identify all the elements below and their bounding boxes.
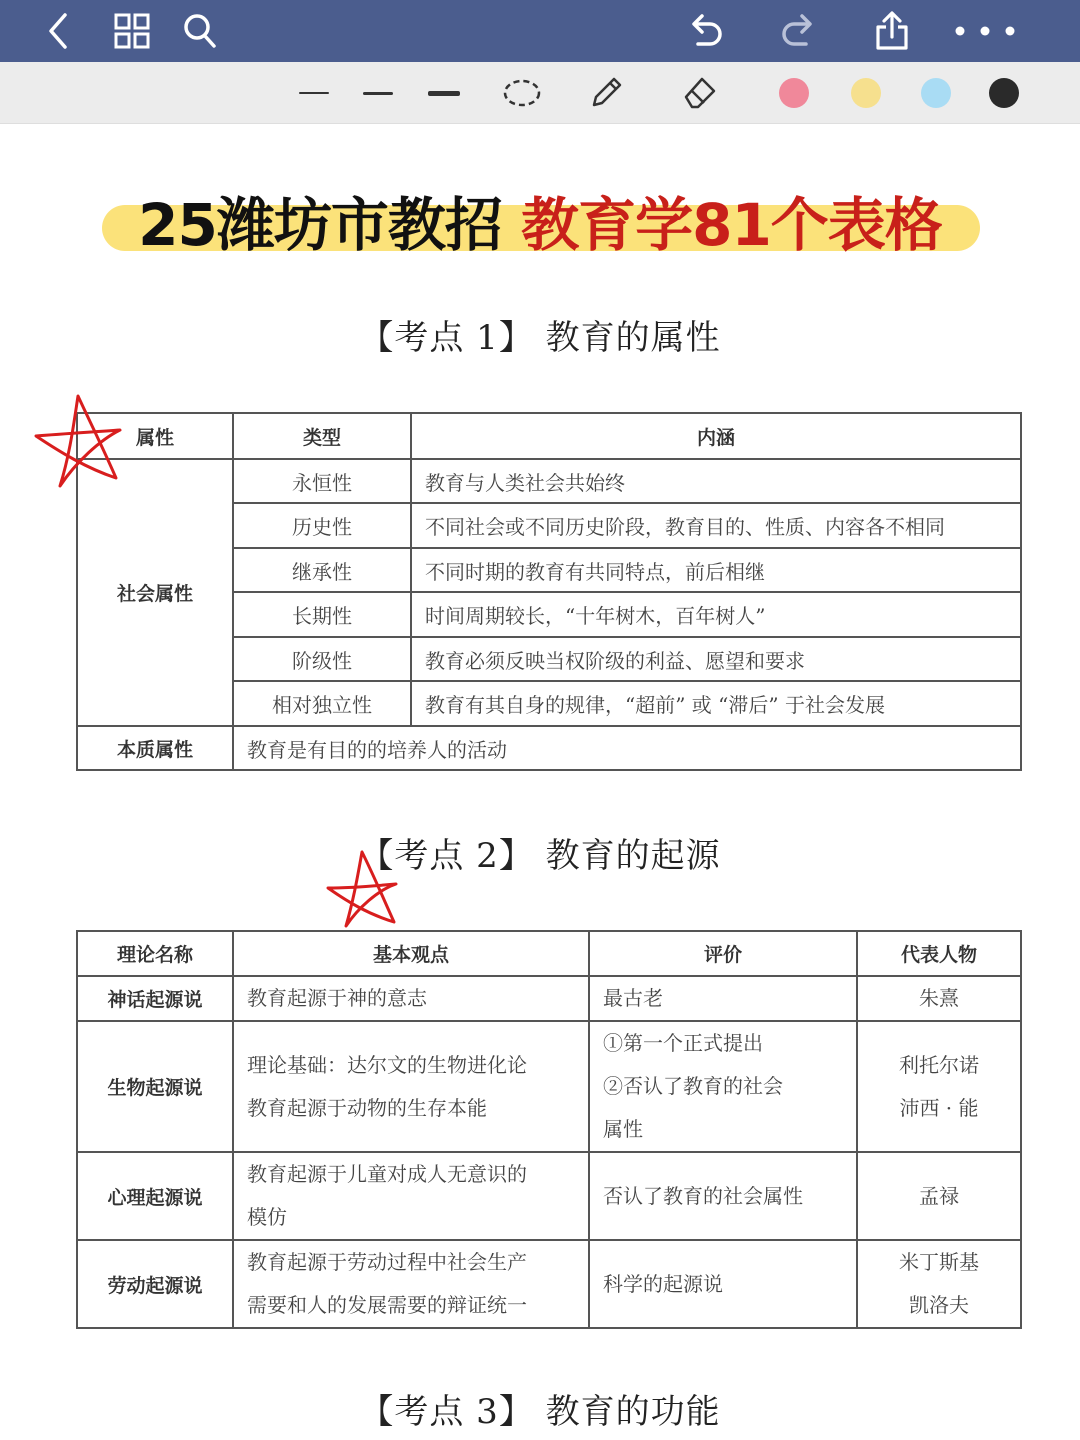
lasso-icon (502, 78, 542, 108)
share-icon (874, 11, 910, 51)
basic-view-cell: 教育起源于神的意志 (233, 976, 589, 1021)
essence-value-cell: 教育是有目的的培养人的活动 (233, 726, 1021, 770)
header-theory-name: 理论名称 (77, 931, 233, 976)
color-blue-swatch (921, 78, 951, 108)
star-annotation-icon (30, 392, 126, 492)
meaning-cell: 时间周期较长，“十年树木，百年树人” (411, 592, 1021, 637)
color-yellow-swatch (851, 78, 881, 108)
representatives-cell: 米丁斯基 凯洛夫 (857, 1240, 1021, 1328)
header-attribute: 属性 (77, 413, 233, 459)
meaning-cell: 教育与人类社会共始终 (411, 459, 1021, 503)
evaluation-cell: 科学的起源说 (589, 1240, 857, 1328)
undo-icon (686, 12, 726, 50)
color-black-swatch (989, 78, 1019, 108)
table-row (77, 1152, 1021, 1240)
table-row (77, 1021, 1021, 1152)
basic-view-cell: 教育起源于劳动过程中社会生产 需要和人的发展需要的辩证统一 (233, 1240, 589, 1328)
representatives-cell: 朱熹 (857, 976, 1021, 1021)
pen-thick-button[interactable] (422, 62, 466, 124)
color-black-button[interactable] (984, 62, 1024, 124)
table-row (77, 976, 1021, 1021)
drawing-toolbar (0, 62, 1080, 124)
title-black-part: 25潍坊市教招 (138, 191, 502, 259)
representatives-cell: 孟禄 (857, 1152, 1021, 1240)
color-pink-button[interactable] (774, 62, 814, 124)
top-nav-bar (0, 0, 1080, 62)
redo-button[interactable] (774, 0, 822, 62)
section3-heading: 【考点 3】 教育的功能 (359, 1392, 721, 1432)
type-cell: 永恒性 (233, 459, 411, 503)
eraser-button[interactable] (678, 62, 722, 124)
basic-view-cell: 理论基础：达尔文的生物进化论 教育起源于动物的生存本能 (233, 1021, 589, 1152)
theory-name-cell: 心理起源说 (77, 1152, 233, 1240)
pen-thick-line-icon (428, 91, 460, 96)
evaluation-cell: 否认了教育的社会属性 (589, 1152, 857, 1240)
more-icon (952, 25, 1018, 37)
table-header-row (77, 413, 1021, 459)
pencil-button[interactable] (584, 62, 628, 124)
search-button[interactable] (176, 0, 224, 62)
header-representatives: 代表人物 (857, 931, 1021, 976)
title-red-part: 教育学81个表格 (521, 191, 942, 259)
pen-thin-line-icon (299, 92, 329, 94)
header-evaluation: 评价 (589, 931, 857, 976)
pen-medium-button[interactable] (358, 62, 398, 124)
basic-view-cell: 教育起源于儿童对成人无意识的 模仿 (233, 1152, 589, 1240)
meaning-cell: 不同社会或不同历史阶段，教育目的、性质、内容各不相同 (411, 503, 1021, 548)
share-button[interactable] (868, 0, 916, 62)
meaning-cell: 教育有其自身的规律，“超前” 或 “滞后” 于社会发展 (411, 681, 1021, 726)
meaning-cell: 不同时期的教育有共同特点，前后相继 (411, 548, 1021, 592)
search-icon (182, 12, 218, 50)
header-type: 类型 (233, 413, 411, 459)
back-button[interactable] (34, 0, 82, 62)
type-cell: 历史性 (233, 503, 411, 548)
star-annotation-icon (328, 852, 396, 926)
type-cell: 相对独立性 (233, 681, 411, 726)
chevron-left-icon (43, 11, 73, 51)
lasso-button[interactable] (500, 62, 544, 124)
table-row (77, 1240, 1021, 1328)
undo-button[interactable] (682, 0, 730, 62)
essence-label-cell: 本质属性 (77, 726, 233, 770)
pen-thin-button[interactable] (294, 62, 334, 124)
social-attribute-cell: 社会属性 (77, 459, 233, 726)
origins-table (76, 930, 1022, 1329)
evaluation-cell: ①第一个正式提出 ②否认了教育的社会 属性 (589, 1021, 857, 1152)
color-blue-button[interactable] (916, 62, 956, 124)
table-row (77, 459, 1021, 503)
more-button[interactable] (946, 0, 1024, 62)
section1-heading: 【考点 1】 教育的属性 (359, 318, 721, 358)
pencil-icon (586, 73, 626, 113)
grid-icon (114, 13, 150, 49)
theory-name-cell: 神话起源说 (77, 976, 233, 1021)
color-yellow-button[interactable] (846, 62, 886, 124)
document-title (0, 178, 1080, 262)
section2-heading: 【考点 2】 教育的起源 (359, 836, 721, 876)
table-header-row (77, 931, 1021, 976)
evaluation-cell: 最古老 (589, 976, 857, 1021)
theory-name-cell: 劳动起源说 (77, 1240, 233, 1328)
grid-button[interactable] (108, 0, 156, 62)
representatives-cell: 利托尔诺 沛西 · 能 (857, 1021, 1021, 1152)
pen-medium-line-icon (363, 92, 393, 95)
type-cell: 继承性 (233, 548, 411, 592)
type-cell: 长期性 (233, 592, 411, 637)
eraser-icon (680, 73, 720, 113)
header-basic-view: 基本观点 (233, 931, 589, 976)
type-cell: 阶级性 (233, 637, 411, 681)
attributes-table (76, 412, 1022, 771)
redo-icon (778, 12, 818, 50)
meaning-cell: 教育必须反映当权阶级的利益、愿望和要求 (411, 637, 1021, 681)
table-row (77, 726, 1021, 770)
header-meaning: 内涵 (411, 413, 1021, 459)
theory-name-cell: 生物起源说 (77, 1021, 233, 1152)
color-pink-swatch (779, 78, 809, 108)
